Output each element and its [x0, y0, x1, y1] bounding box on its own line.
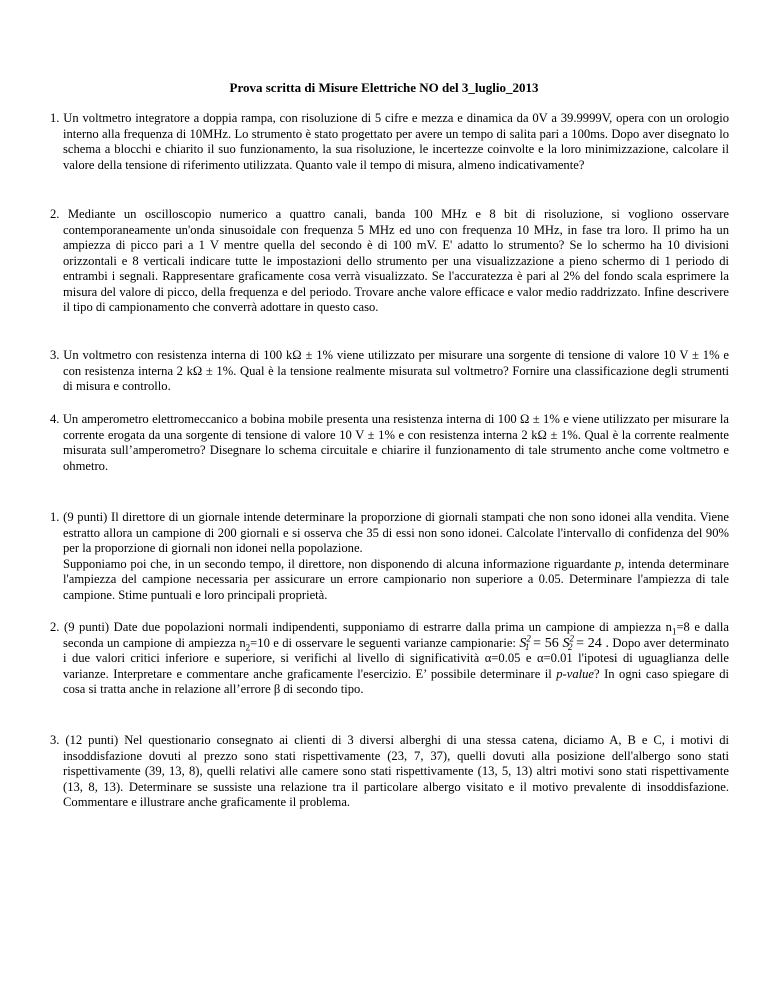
question-text-b1: Dopo aver determinato i due valori critici inferiore e superiore, si verifichi al livello di significatività α=0.05 e α=0.01 l'ipotesi di uguaglianza delle varianze. Interpretare e commentare anche graficamente l'esercizio. E’ possibile determinare il — [63, 635, 729, 681]
question-text: Mediante un oscilloscopio numerico a quattro canali, banda 100 MHz e 8 bit di risoluzione, si vogliono osservare contemporaneamente un'onda sinusoidale con frequenza 5 MHz ed uno con frequenza 10 MHz, in fase tra loro. Il primo ha un ampiezza di picco pari a 1 V mentre quella del secondo è di 100 mV. E' adatto lo strumento? Se lo schermo ha 10 divisioni orizzontali e 8 verticali indicare tutte le impostazioni dello strumento per una visualizzazione a pieno schermo di 1 periodo di entrambi i segnali. Rappresentare graficamente cosa verrà visualizzato. Se l'accuratezza è pari al 2% del fondo scala esprimere la misura del valore di picco, della frequenza e del periodo. Trovare anche valore efficace e valor medio raddrizzato. Infine descrivere il tipo di campionamento che converrà adottare in questo caso. — [63, 207, 729, 314]
question-3-alberghi — [50, 733, 729, 811]
formula-variance-2: $S^2_2 = 24$ . — [562, 632, 610, 653]
formula-variance-1: $S^2_1 = 56$ — [519, 632, 563, 653]
subscript-n2: 2 — [245, 642, 251, 653]
question-number: 4. — [50, 412, 60, 426]
question-number: 2. — [50, 207, 60, 221]
question-text-b2: ? In ogni caso spiegare di cosa si tratta anche in relazione all’errore β di secondo tipo. — [63, 666, 729, 696]
symbol-p: p — [614, 556, 622, 571]
question-1-voltmetro-integratore — [50, 111, 729, 173]
question-2-oscilloscopio — [50, 207, 729, 316]
question-number: 3. — [50, 348, 60, 362]
question-2-varianze — [50, 620, 729, 698]
question-text-b2: , intenda determinare l'ampiezza del campione necessaria per assicurare un errore campionario non superiore a 0.05. Determinare l'ampiezza di tale campione. Stime puntuali e loro principali proprietà. — [63, 556, 729, 602]
question-text-b1: Supponiamo poi che, in un secondo tempo, il direttore, non disponendo di alcuna informazione riguardante — [63, 556, 615, 571]
question-text-a: (9 punti) Il direttore di un giornale intende determinare la proporzione di giornali stampati che non sono idonei alla vendita. Viene estratto allora un campione di 200 giornali e si osserva che 35 di essi non sono idonei. Calcolate l'intervallo di confidenza del 90% per la proporzione di giornali non idonei nella popolazione. — [63, 510, 729, 555]
question-text: Un voltmetro con resistenza interna di 100 kΩ ± 1% viene utilizzato per misurare una sorgente di tensione di valore 10 V ± 1% e con resistenza interna 2 kΩ ± 1%. Qual è la tensione realmente misurata sul voltmetro? Fornire una classificazione degli strumenti di misura e controllo. — [63, 348, 729, 393]
question-text: (12 punti) Nel questionario consegnato ai clienti di 3 diversi alberghi di una stessa catena, diciamo A, B e C, i motivi di insoddisfazione dovuti al prezzo sono stati rispettivamente (23, 7, 37), quelli dovuti alla posizione dell'albergo sono stati rispettivamente (39, 13, 8), quelli relativi alle camere sono stati rispettivamente (13, 5, 13) altri motivi sono stati rispettivamente (13, 8, 13). Determinare se sussiste una relazione tra il particolare albergo visitato e il motivo prevalente di insoddisfazione. Commentare e illustrare anche graficamente il problema. — [63, 733, 729, 809]
question-number: 2. — [50, 620, 60, 634]
question-4-amperometro — [50, 412, 729, 474]
question-text-a2: =8 e dalla seconda un campione di ampiezza n — [63, 620, 729, 650]
question-1-proporzione-giornali — [50, 510, 729, 603]
question-number: 3. — [50, 733, 60, 747]
question-text-a1: (9 punti) Date due popolazioni normali indipendenti, supponiamo di estrarre dalla prima un campione di ampiezza n — [64, 620, 672, 634]
subscript-n1: 1 — [671, 626, 677, 637]
question-text: Un voltmetro integratore a doppia rampa, con risoluzione di 5 cifre e mezza e dinamica da 0V a 39.9999V, opera con un orologio interno alla frequenza di 10MHz. Lo strumento è stato progettato per avere un tempo di salita pari a 100ms. Dopo aver disegnato lo schema a blocchi e chiarito il suo funzionamento, la sua risoluzione, le incertezze coinvolte e la loro minimizzazione, calcolare il valore della tensione di riferimento utilizzata. Quanto vale il tempo di misura, almeno indicativamente? — [63, 111, 729, 172]
question-number: 1. — [50, 510, 60, 524]
question-text: Un amperometro elettromeccanico a bobina mobile presenta una resistenza interna di 100 Ω ± 1% e viene utilizzato per misurare la corrente erogata da una sorgente di tensione di valore 10 V ± 1% e con resistenza interna 2 kΩ ± 1%. Qual è la corrente realmente misurata sull’amperometro? Disegnare lo schema circuitale e chiarire il funzionamento di tale strumento anche come voltmetro e ohmetro. — [62, 412, 729, 473]
page-title: Prova scritta di Misure Elettriche NO del 3_luglio_2013 — [229, 80, 539, 95]
question-number: 1. — [50, 111, 60, 125]
question-3-voltmetro — [50, 348, 729, 395]
term-p-value: p-value — [556, 666, 594, 681]
question-text-a3: =10 e di osservare le seguenti varianze campionarie: — [250, 635, 516, 650]
